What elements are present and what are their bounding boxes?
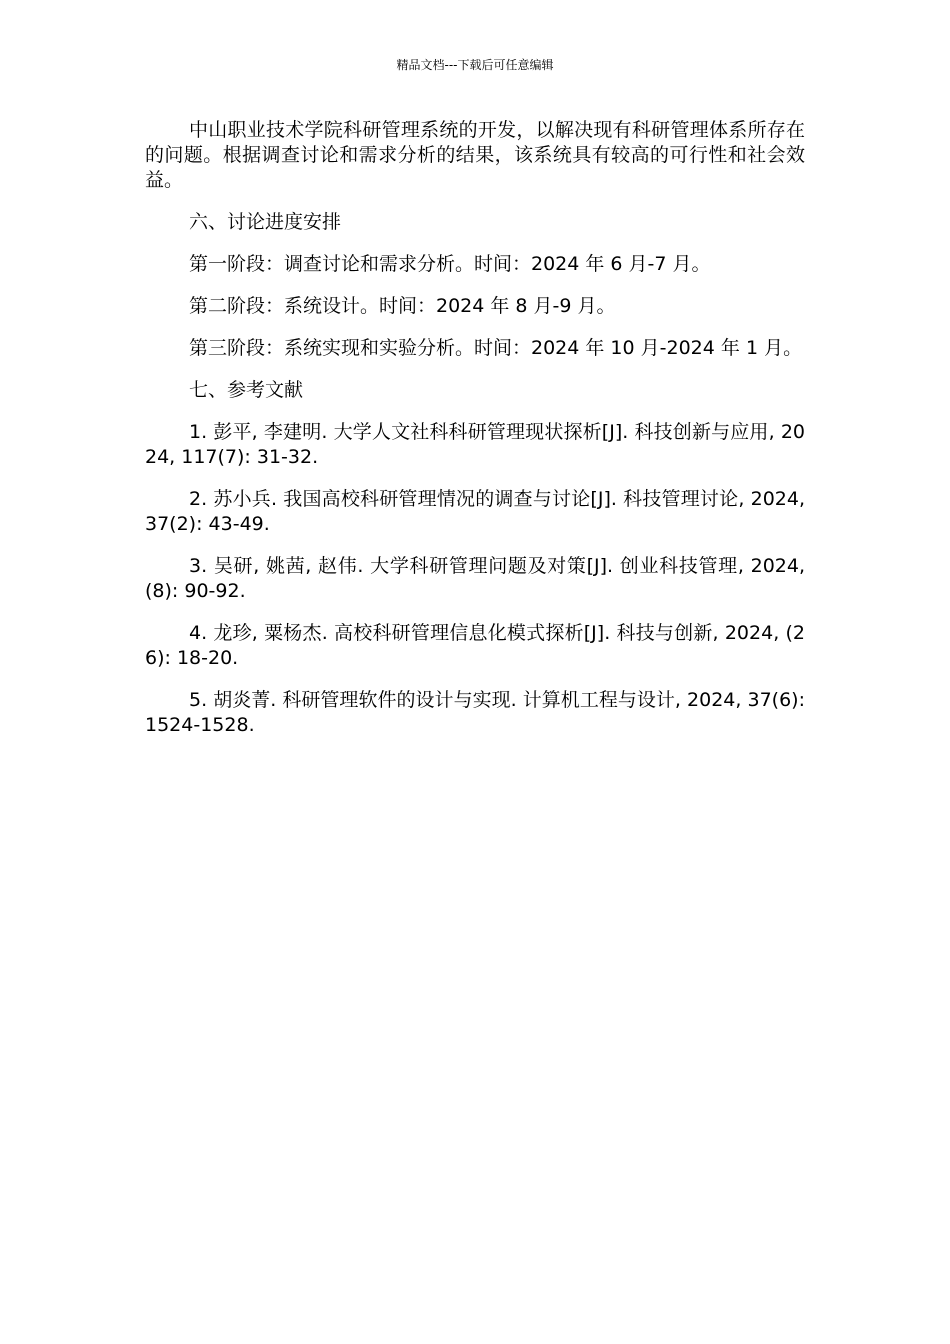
reference-item-5: 5. 胡炎菁. 科研管理软件的设计与实现. 计算机工程与设计, 2024, 37(6): 1524-1528. <box>145 689 805 736</box>
references-heading: 七、参考文献 <box>189 379 304 401</box>
schedule-heading: 六、讨论进度安排 <box>189 211 342 233</box>
schedule-item-3: 第三阶段：系统实现和实验分析。时间：2024 年 10 月-2024 年 1 月。 <box>189 337 803 359</box>
schedule-item-1: 第一阶段：调查讨论和需求分析。时间：2024 年 6 月-7 月。 <box>189 253 711 275</box>
page-header: 精品文档---下载后可任意编辑 <box>396 58 554 72</box>
reference-item-3: 3. 吴研, 姚茜, 赵伟. 大学科研管理问题及对策[J]. 创业科技管理, 2024, (8): 90-92. <box>145 555 805 602</box>
conclusion-paragraph: 中山职业技术学院科研管理系统的开发，以解决现有科研管理体系所存在的问题。根据调查讨论和需求分析的结果，该系统具有较高的可行性和社会效益。 <box>145 119 805 191</box>
document-body <box>145 118 805 738</box>
reference-item-4: 4. 龙珍, 粟杨杰. 高校科研管理信息化模式探析[J]. 科技与创新, 2024, (26): 18-20. <box>145 622 805 669</box>
reference-item-2: 2. 苏小兵. 我国高校科研管理情况的调查与讨论[J]. 科技管理讨论, 2024, 37(2): 43-49. <box>145 488 805 535</box>
reference-item-1: 1. 彭平, 李建明. 大学人文社科科研管理现状探析[J]. 科技创新与应用, 2024, 117(7): 31-32. <box>145 421 805 468</box>
schedule-item-2: 第二阶段：系统设计。时间：2024 年 8 月-9 月。 <box>189 295 616 317</box>
